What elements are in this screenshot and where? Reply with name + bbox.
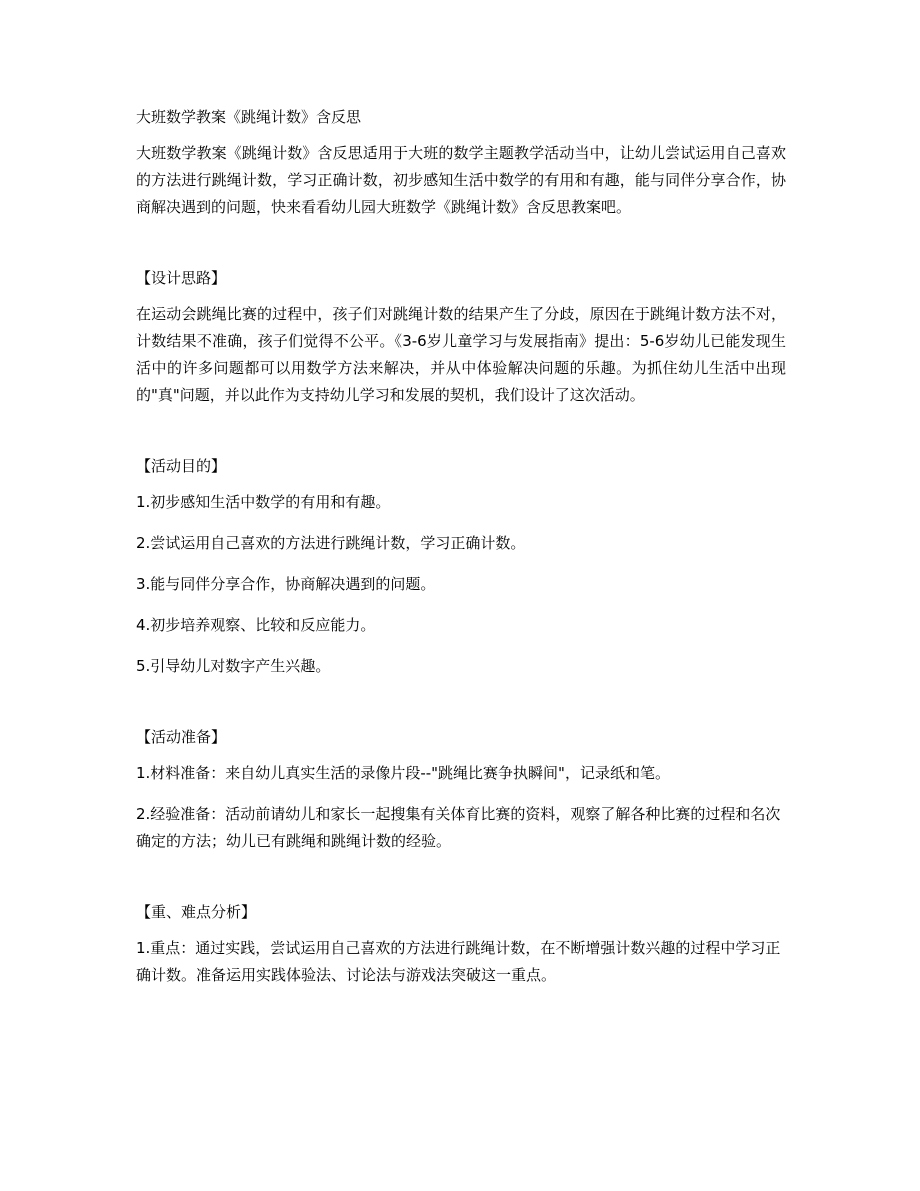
goals-heading: 【活动目的】: [136, 457, 227, 475]
goal-item: 1.初步感知生活中数学的有用和有趣。: [136, 493, 391, 511]
preparation-item: 1.材料准备：来自幼儿真实生活的录像片段--"跳绳比赛争执瞬间"，记录纸和笔。: [136, 764, 670, 782]
document-page: [136, 104, 786, 989]
goal-item: 5.引导幼儿对数字产生兴趣。: [136, 657, 331, 675]
keypoints-heading: 【重、难点分析】: [136, 903, 257, 921]
preparation-heading: 【活动准备】: [136, 728, 227, 746]
goal-item: 4.初步培养观察、比较和反应能力。: [136, 616, 376, 634]
intro-paragraph: 大班数学教案《跳绳计数》含反思适用于大班的数学主题教学活动当中，让幼儿尝试运用自己喜欢的方法进行跳绳计数，学习正确计数，初步感知生活中数学的有用和有趣，能与同伴分享合作，协商解决遇到的问题，快来看看幼儿园大班数学《跳绳计数》含反思教案吧。: [136, 144, 786, 216]
design-section: [136, 265, 786, 409]
design-paragraph: 在运动会跳绳比赛的过程中，孩子们对跳绳计数的结果产生了分歧，原因在于跳绳计数方法不对，计数结果不准确，孩子们觉得不公平。《3-6岁儿童学习与发展指南》提出：5-6岁幼儿已能发现生活中的许多问题都可以用数学方法来解决，并从中体验解决问题的乐趣。为抓住幼儿生活中出现的"真"问题，并以此作为支持幼儿学习和发展的契机，我们设计了这次活动。: [136, 305, 786, 404]
keypoints-section: [136, 899, 786, 989]
keypoint-item: 1.重点：通过实践，尝试运用自己喜欢的方法进行跳绳计数，在不断增强计数兴趣的过程中学习正确计数。准备运用实践体验法、讨论法与游戏法突破这一重点。: [136, 939, 781, 984]
goal-item: 2.尝试运用自己喜欢的方法进行跳绳计数，学习正确计数。: [136, 534, 526, 552]
design-heading: 【设计思路】: [136, 269, 227, 287]
document-title: 大班数学教案《跳绳计数》含反思: [136, 108, 362, 126]
preparation-item: 2.经验准备：活动前请幼儿和家长一起搜集有关体育比赛的资料，观察了解各种比赛的过程和名次确定的方法；幼儿已有跳绳和跳绳计数的经验。: [136, 805, 781, 850]
goals-section: [136, 453, 786, 680]
preparation-section: [136, 724, 786, 855]
goal-item: 3.能与同伴分享合作，协商解决遇到的问题。: [136, 575, 436, 593]
